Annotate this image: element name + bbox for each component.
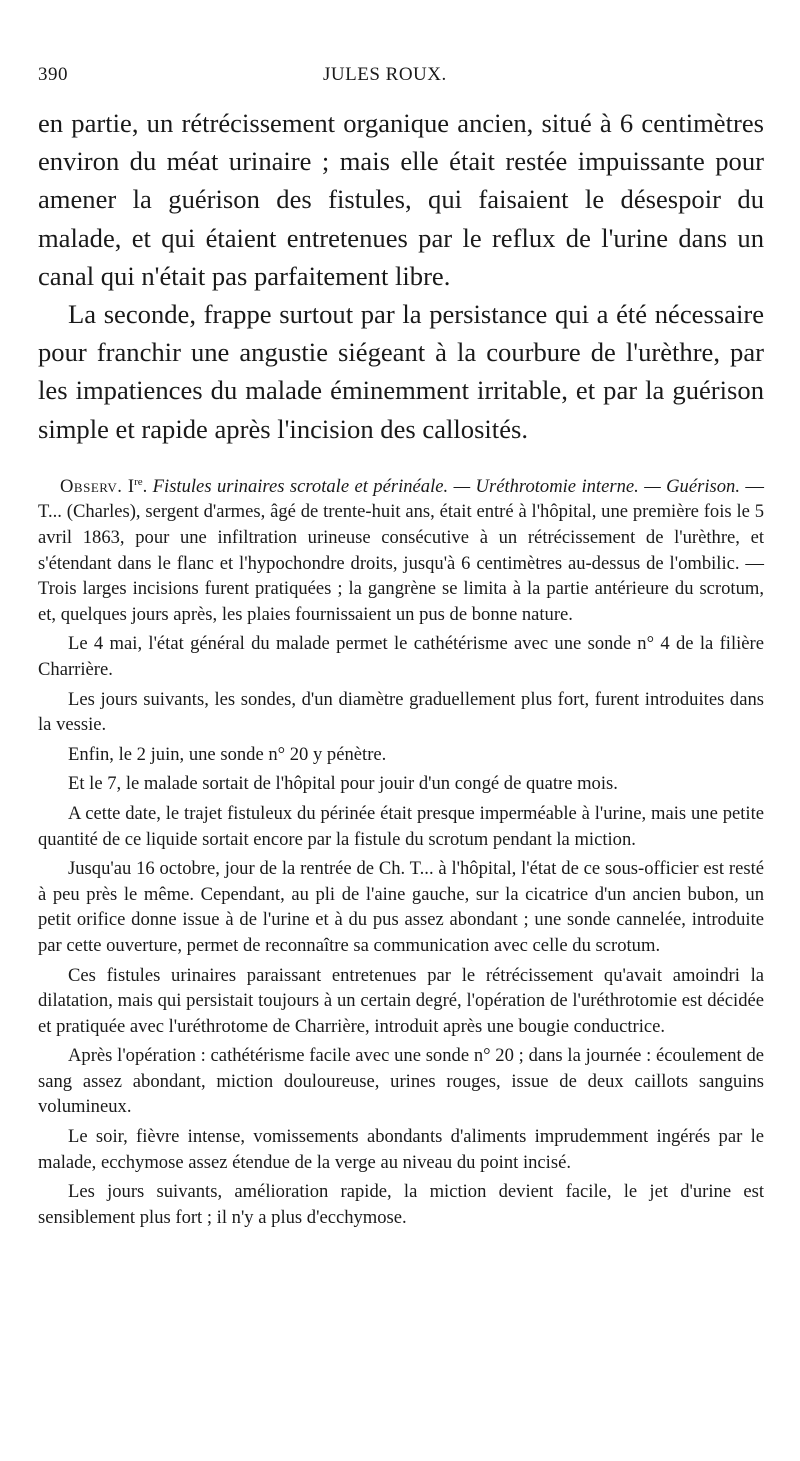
observation-body: — T... (Charles), sergent d'armes, âgé de trente-huit ans, était entré à l'hôpital, une première fois le 5 avril 1863, pour une infiltration urineuse consécutive à un rétrécissement de l'urèthre, et s'étendant dans le flanc et l'hypochondre droits, jusqu'à 6 centimètres au-dessus de l'ombilic. — Trois larges incisions furent pratiquées ; la gangrène se limita à la partie antérieure du scrotum, et, quelques jours après, les plaies fournissaient un pus de bonne nature. [38,475,765,625]
observation-number: I [127,475,135,497]
observation-section [38,474,764,1231]
observation-paragraph: Et le 7, le malade sortait de l'hôpital pour jouir d'un congé de quatre mois. [68,773,618,795]
observation-heading-paragraph: Observ. Ire. Fistules urinaires scrotale et périnéale. — Uréthrotomie interne. — Guérison. — T... (Charles), sergent d'armes, âgé de trente-huit ans, était entré à l'hôpital, une première fois le 5 avril 1863, pour une infiltration urineuse consécutive à un rétrécissement de l'urèthre, et s'étendant dans le flanc et l'hypochondre droits, jusqu'à 6 centimètres au-dessus de l'ombilic. — Trois larges incisions furent pratiquées ; la gangrène se limita à la partie antérieure du scrotum, et, quelques jours après, les plaies fournissaient un pus de bonne nature. [38,475,765,625]
running-title: JULES ROUX. [323,64,447,85]
page-number: 390 [38,64,68,85]
observation-paragraph: Après l'opération : cathétérisme facile avec une sonde n° 20 ; dans la journée : écoulement de sang assez abondant, miction douloureuse, urines rouges, issue de deux caillots sanguins volumineux. [38,1045,764,1118]
observation-paragraph: Les jours suivants, amélioration rapide, la miction devient facile, le jet d'urine est sensiblement plus fort ; il n'y a plus d'ecchymose. [38,1181,764,1228]
intro-paragraph-2: La seconde, frappe surtout par la persistance qui a été nécessaire pour franchir une angustie siégeant à la courbure de l'urèthre, par les impatiences du malade éminemment irritable, et par la guérison simple et rapide après l'incision des callosités. [38,299,764,444]
observation-paragraph: Les jours suivants, les sondes, d'un diamètre graduellement plus fort, furent introduites dans la vessie. [38,688,764,736]
observation-paragraph: A cette date, le trajet fistuleux du périnée était presque imperméable à l'urine, mais une petite quantité de ce liquide sortait encore par la fistule du scrotum pendant la miction. [38,802,764,850]
observation-paragraph: Enfin, le 2 juin, une sonde n° 20 y pénètre. [68,743,387,765]
observation-label: Observ. [60,475,123,497]
observation-number-suffix: re [134,475,143,488]
intro-paragraph-1: en partie, un rétrécissement organique ancien, situé à 6 centimètres environ du méat urinaire ; mais elle était restée impuissante pour amener la guérison des fistules, qui faisaient le désespoir du malade, et qui étaient entretenues par le reflux de l'urine dans un canal qui n'était pas parfaitement libre. [38,108,764,291]
observation-paragraph: Le 4 mai, l'état général du malade permet le cathétérisme avec une sonde n° 4 de la filière Charrière. [38,633,764,680]
observation-paragraph: Le soir, fièvre intense, vomissements abondants d'aliments imprudemment ingérés par le malade, ecchymose assez étendue de la verge au niveau du point incisé. [38,1126,764,1173]
intro-text [38,104,764,448]
observation-paragraph: Jusqu'au 16 octobre, jour de la rentrée de Ch. T... à l'hôpital, l'état de ce sous-officier est resté à peu près le même. Cependant, au pli de l'aine gauche, sur la cicatrice d'un ancien bubon, un petit orifice donne issue à de l'urine et à du pus assez abondant ; une sonde cannelée, introduite par cette ouverture, permet de reconnaître sa communication avec celle du scrotum. [38,858,764,956]
observation-title: Fistules urinaires scrotale et périnéale. — Uréthrotomie interne. — Guérison. [152,475,740,497]
running-head [38,64,764,104]
document-page [38,64,764,1234]
observation-paragraph: Ces fistules urinaires paraissant entretenues par le rétrécissement qu'avait amoindri la dilatation, mais qui persistait toujours à un certain degré, l'opération de l'uréthrotomie est décidée et pratiquée avec l'uréthrotome de Charrière, introduit après une bougie conductrice. [38,964,764,1037]
